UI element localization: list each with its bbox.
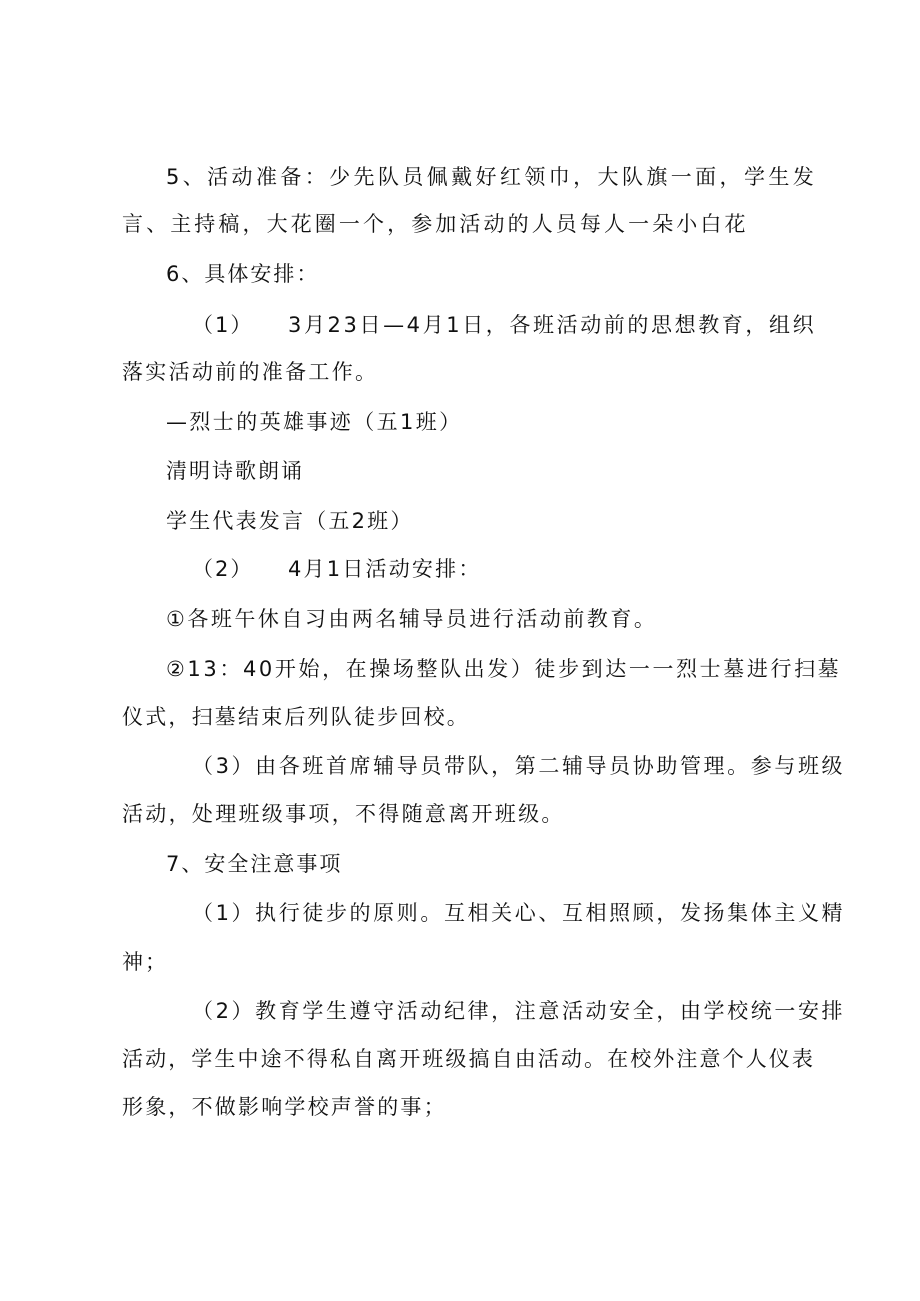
text-line-martyr-story: —烈士的英雄事迹（五1班） [166,410,463,434]
text-line-safety2-end: 形象，不做影响学校声誉的事； [122,1095,447,1119]
text-line-step1: ①各班午休自习由两名辅导员进行活动前教育。 [166,607,658,631]
text-line-step2: ②13：40开始，在操场整队出发）徒步到达一一烈士墓进行扫墓 [166,657,842,681]
text-line-item3: （3）由各班首席辅导员带队，第二辅导员协助管理。参与班级 [192,754,846,778]
text-line-item1: 3月23日—4月1日，各班活动前的思想教育，组织 [288,313,817,337]
text-line-step2-cont: 仪式，扫墓结束后列队徒步回校。 [122,705,470,729]
text-line-arrangements-heading: 6、具体安排： [166,262,320,286]
text-line-item1-label: （1） [192,313,254,337]
text-line-safety1: （1）执行徒步的原则。互相关心、互相照顾，发扬集体主义精 [192,901,846,925]
text-line-item1-cont: 落实活动前的准备工作。 [122,360,379,384]
text-line-poetry-reading: 清明诗歌朗诵 [166,459,304,483]
text-line-item2: 4月1日活动安排： [288,557,482,581]
text-line-safety-heading: 7、安全注意事项 [166,852,343,876]
text-line-activity-prep: 5、活动准备：少先队员佩戴好红领巾，大队旗一面，学生发 [166,165,818,189]
text-line-item2-label: （2） [192,557,254,581]
text-line-safety2-cont: 活动，学生中途不得私自离开班级搞自由活动。在校外注意个人仪表 [122,1047,815,1071]
text-line-safety1-cont: 神； [122,950,168,974]
text-line-safety2: （2）教育学生遵守活动纪律，注意活动安全，由学校统一安排 [192,999,846,1023]
text-line-item3-cont: 活动，处理班级事项，不得随意离开班级。 [122,802,565,826]
text-line-student-speech: 学生代表发言（五2班） [166,509,414,533]
text-line-activity-prep-cont: 言、主持稿，大花圈一个，参加活动的人员每人一朵小白花 [122,212,749,236]
